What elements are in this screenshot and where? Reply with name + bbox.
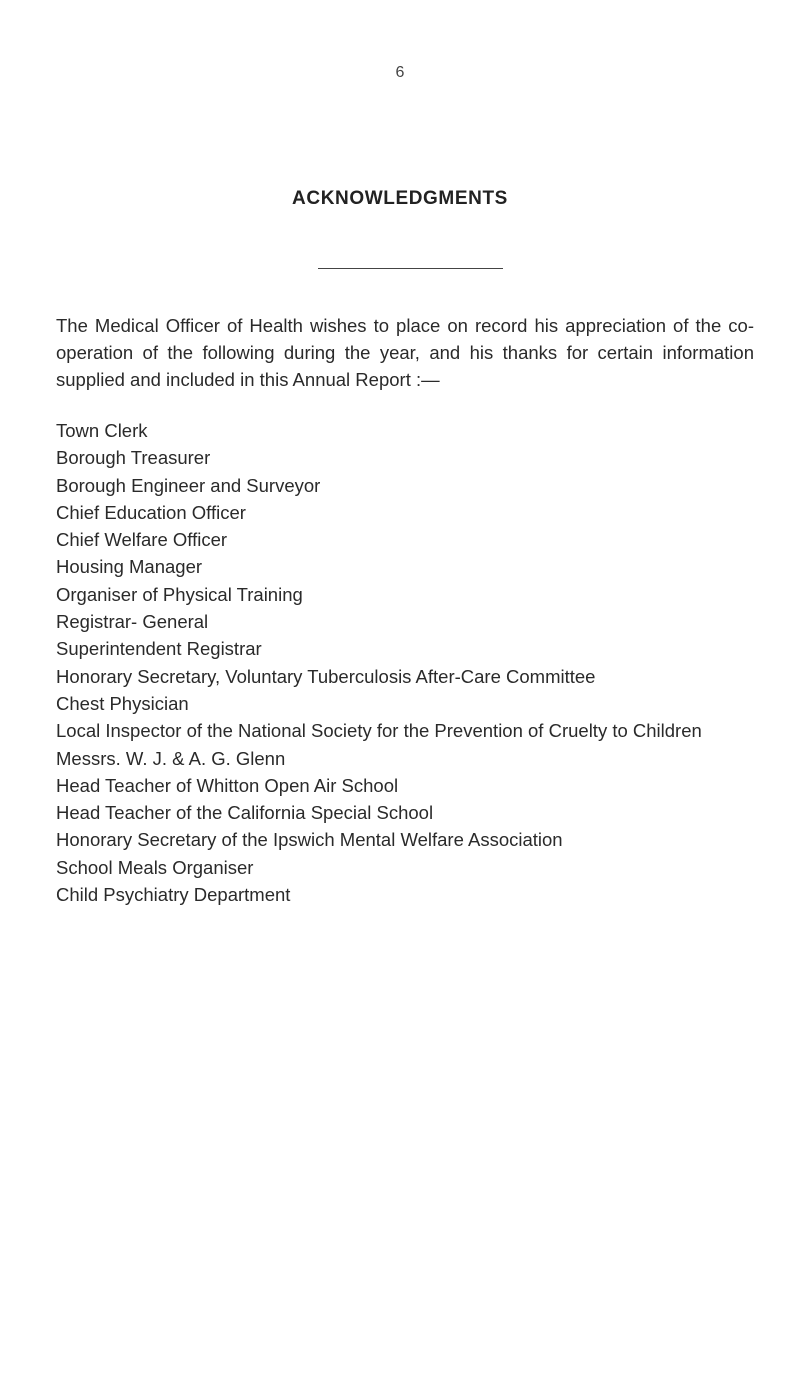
acknowledgments-list <box>56 419 754 910</box>
list-item: Head Teacher of Whitton Open Air School <box>56 774 399 796</box>
list-item: Chief Welfare Officer <box>56 529 228 551</box>
list-item: Registrar- General <box>56 611 209 633</box>
page-number: 6 <box>395 64 405 81</box>
list-item: Borough Engineer and Surveyor <box>56 474 321 496</box>
list-item: Honorary Secretary of the Ipswich Mental Welfare Association <box>56 829 563 851</box>
page-title: ACKNOWLEDGMENTS <box>292 188 508 209</box>
list-item: Borough Treasurer <box>56 447 211 469</box>
intro-paragraph: The Medical Officer of Health wishes to place on record his appreciation of the co-operation of the following during the year, and his thanks for certain information supplied and included in this Annual Report :— <box>56 315 754 390</box>
list-item: Local Inspector of the National Society for the Prevention of Cruelty to Children <box>56 720 702 742</box>
list-item: Organiser of Physical Training <box>56 583 303 605</box>
list-item: Town Clerk <box>56 420 148 441</box>
list-item: Child Psychiatry Department <box>56 884 291 906</box>
list-item: Chest Physician <box>56 692 189 714</box>
list-item: Messrs. W. J. & A. G. Glenn <box>56 747 286 769</box>
title-divider <box>318 268 503 269</box>
list-item: Superintendent Registrar <box>56 638 262 660</box>
list-item: Chief Education Officer <box>56 501 246 523</box>
list-item: School Meals Organiser <box>56 856 254 878</box>
list-item: Honorary Secretary, Voluntary Tuberculosis After-Care Committee <box>56 665 596 687</box>
list-item: Housing Manager <box>56 556 203 578</box>
list-item: Head Teacher of the California Special School <box>56 802 434 824</box>
